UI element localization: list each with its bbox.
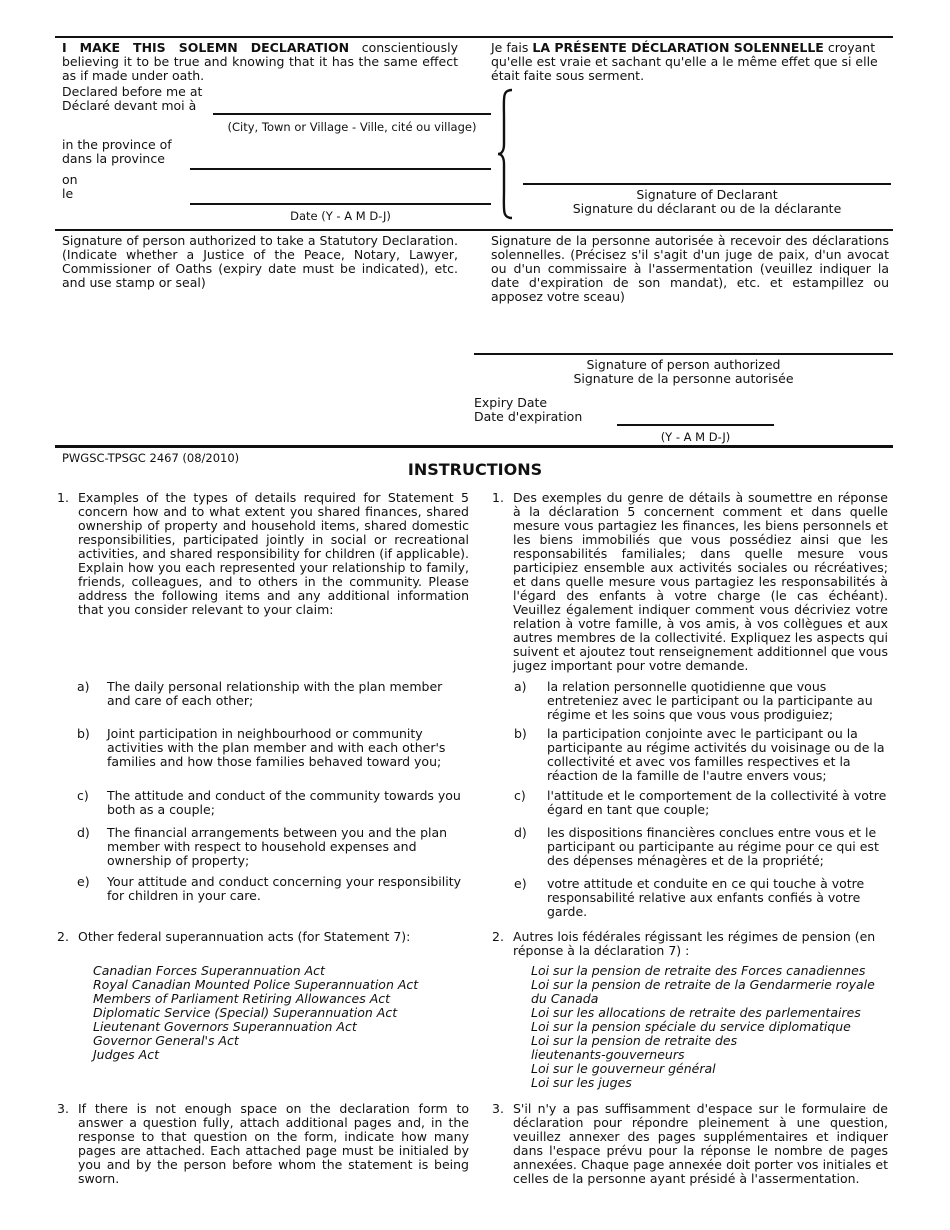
en-sub-b-text: Joint participation in neighbourhood or community activities with the plan member and with each other's families and how those families behaved toward you; <box>107 726 446 769</box>
fr-sub-a-label: a) <box>514 679 527 694</box>
en-act-item: Diplomatic Service (Special) Superannuation Act <box>93 1005 398 1020</box>
province-label-en: in the province of <box>62 137 172 152</box>
date-hint: Date (Y - A M D-J) <box>290 209 391 223</box>
en-sub-a-text: The daily personal relationship with the plan member and care of each other; <box>107 679 443 708</box>
en-sub-d-label: d) <box>77 825 90 840</box>
declaration-english-rest: conscientiously believing it to be true and knowing that it has the same effect as if made under oath. <box>62 40 458 83</box>
declared-before-label-fr: Déclaré devant moi à <box>62 98 197 113</box>
declaration-french-lead: LA PRÉSENTE DÉCLARATION SOLENNELLE <box>532 40 824 55</box>
en-act-item: Members of Parliament Retiring Allowances Act <box>93 991 391 1006</box>
date-field[interactable] <box>190 203 491 205</box>
expiry-label-en: Expiry Date <box>474 395 548 410</box>
en-act-item: Judges Act <box>93 1047 159 1062</box>
en-sub-e-text: Your attitude and conduct concerning your responsibility for children in your care. <box>107 874 461 903</box>
fr-act-item: Loi sur les allocations de retraite des parlementaires <box>531 1005 861 1020</box>
en-sub-b-label: b) <box>77 726 90 741</box>
en-instruction-3-number: 3. <box>57 1101 69 1116</box>
en-sub-e-label: e) <box>77 874 90 889</box>
fr-instruction-1-number: 1. <box>492 490 504 505</box>
en-sub-d-text: The financial arrangements between you and the plan member with respect to household expenses and ownership of property; <box>107 825 448 868</box>
fr-sub-e-label: e) <box>514 876 527 891</box>
en-instruction-2-number: 2. <box>57 929 69 944</box>
en-act-item: Canadian Forces Superannuation Act <box>93 963 325 978</box>
fr-instruction-2-number: 2. <box>492 929 504 944</box>
form-id: PWGSC-TPSGC 2467 (08/2010) <box>62 451 240 465</box>
authorized-english: Signature of person authorized to take a Statutory Declaration. (Indicate whether a Justice of the Peace, Notary, Lawyer, Commissioner of Oaths (expiry date must be indicated), etc. and use stamp or seal) <box>62 233 458 290</box>
expiry-hint: (Y - A M D-J) <box>660 430 731 444</box>
fr-instruction-3-text: S'il n'y a pas suffisamment d'espace sur le formulaire de déclaration pour répondre pleinement à une question, veuillez annexer des pages supplémentaires et indiquer dans l'espace prévu pour la réponse le nombre de pages annexées. Chaque page annexée doit porter vos initiales et celles de la personne ayant présidé à l'assermentation. <box>513 1101 888 1186</box>
fr-sub-c-text: l'attitude et le comportement de la collectivité à votre égard en tant que couple; <box>547 788 887 817</box>
en-instruction-1-number: 1. <box>57 490 69 505</box>
section-rule-1 <box>55 229 893 231</box>
top-rule <box>55 36 893 38</box>
fr-sub-a-text: la relation personnelle quotidienne que vous entreteniez avec le participant ou la participante au régime et les soins que vous vous prodiguiez; <box>547 679 873 722</box>
authorized-signature-label-en: Signature of person authorized <box>586 357 781 372</box>
fr-act-item: Loi sur la pension de retraite des lieutenants-gouverneurs <box>531 1033 738 1062</box>
fr-sub-c-label: c) <box>514 788 526 803</box>
fr-act-item: Loi sur le gouverneur général <box>531 1061 716 1076</box>
fr-act-item: Loi sur la pension spéciale du service diplomatique <box>531 1019 851 1034</box>
fr-act-item: Loi sur la pension de retraite des Forces canadiennes <box>531 963 866 978</box>
declaration-french-start: Je fais <box>491 40 533 55</box>
en-sub-c-text: The attitude and conduct of the community towards you both as a couple; <box>107 788 461 817</box>
fr-instruction-3-number: 3. <box>492 1101 504 1116</box>
fr-instruction-2-text: Autres lois fédérales régissant les régimes de pension (en réponse à la déclaration 7) : <box>513 929 876 958</box>
declaration-french-rest: croyant qu'elle est vraie et sachant qu'elle a le même effet que si elle était faite sous serment. <box>491 40 878 83</box>
curly-brace-icon <box>496 88 522 220</box>
en-instruction-3-text: If there is not enough space on the declaration form to answer a question fully, attach additional pages and, in the response to that question on the form, indicate how many pages are attached. Each attached page must be initialed by you and by the person before whom the statement is being sworn. <box>78 1101 469 1186</box>
authorized-signature-label-fr: Signature de la personne autorisée <box>573 371 794 386</box>
declaration-english <box>62 41 458 83</box>
en-act-item: Governor General's Act <box>93 1033 239 1048</box>
fr-sub-e-text: votre attitude et conduite en ce qui touche à votre responsabilité relative aux enfants confiés à votre garde. <box>547 876 865 919</box>
fr-sub-d-label: d) <box>514 825 527 840</box>
authorized-signature-line[interactable] <box>474 353 893 355</box>
declarant-signature-label-en: Signature of Declarant <box>636 187 778 202</box>
on-label-en: on <box>62 172 78 187</box>
en-acts-list <box>93 964 469 1062</box>
instructions-title: INSTRUCTIONS <box>407 460 543 479</box>
fr-acts-list <box>531 964 886 1090</box>
province-field[interactable] <box>190 168 491 170</box>
declared-before-label-en: Declared before me at <box>62 84 203 99</box>
expiry-label-fr: Date d'expiration <box>474 409 583 424</box>
declarant-signature-line[interactable] <box>523 183 891 185</box>
declarant-signature-label-fr: Signature du déclarant ou de la déclarante <box>572 201 842 216</box>
en-instruction-2-text: Other federal superannuation acts (for Statement 7): <box>78 929 411 944</box>
city-hint: (City, Town or Village - Ville, cité ou village) <box>227 120 477 134</box>
on-label-fr: le <box>62 186 74 201</box>
declaration-english-lead: I MAKE THIS SOLEMN DECLARATION <box>62 40 350 55</box>
fr-sub-b-label: b) <box>514 726 527 741</box>
expiry-date-field[interactable] <box>617 424 774 426</box>
en-act-item: Lieutenant Governors Superannuation Act <box>93 1019 357 1034</box>
fr-instruction-1-text: Des exemples du genre de détails à soumettre en réponse à la déclaration 5 concernent comment et dans quelle mesure vous partagiez les finances, les biens personnels et les biens immobiliés que vous possédiez ainsi que les responsabilités familiales; dans quelle mesure vous participiez ensemble aux activités sociales ou récréatives; et dans quelle mesure vous partagiez les responsabilités à l'égard des enfants à votre charge (le cas échéant). Veuillez également indiquer comment vous décriviez votre relation à votre famille, à vos amis, à vos collègues et aux autres membres de la collectivité. Expliquez les aspects qui suivent et ajoutez tout renseignement additionnel que vous jugez important pour votre demande. <box>513 490 888 673</box>
declaration-french <box>491 41 889 83</box>
authorized-french: Signature de la personne autorisée à recevoir des déclarations solennelles. (Précisez s'il s'agit d'un juge de paix, d'un avocat ou d'un commissaire à l'assermentation (veuillez indiquer la date d'expiration de son mandat), etc. et estampillez ou apposez votre sceau) <box>491 233 889 304</box>
en-instruction-1-text: Examples of the types of details required for Statement 5 concern how and to what extent you shared finances, shared ownership of property and household items, shared domestic responsibilities, participated jointly in social or recreational activities, and shared responsibility for children (if applicable). Explain how you each represented your relationship to family, friends, colleagues, and to others in the community. Please address the following items and any additional information that you consider relevant to your claim: <box>78 490 469 617</box>
en-sub-a-label: a) <box>77 679 90 694</box>
en-sub-c-label: c) <box>77 788 89 803</box>
en-act-item: Royal Canadian Mounted Police Superannuation Act <box>93 977 419 992</box>
city-field[interactable] <box>213 113 491 115</box>
fr-act-item: Loi sur la pension de retraite de la Gendarmerie royale du Canada <box>531 977 875 1006</box>
province-label-fr: dans la province <box>62 151 165 166</box>
fr-sub-d-text: les dispositions financières conclues entre vous et le participant ou participante au régime pour ce qui est des dépenses ménagères et de la propriété; <box>547 825 879 868</box>
fr-sub-b-text: la participation conjointe avec le participant ou la participante au régime activités du voisinage ou de la collectivité et avec vos familles respectives et la réaction de la famille de l'autre envers vous; <box>547 726 885 783</box>
section-rule-2 <box>55 445 893 448</box>
fr-act-item: Loi sur les juges <box>531 1075 632 1090</box>
